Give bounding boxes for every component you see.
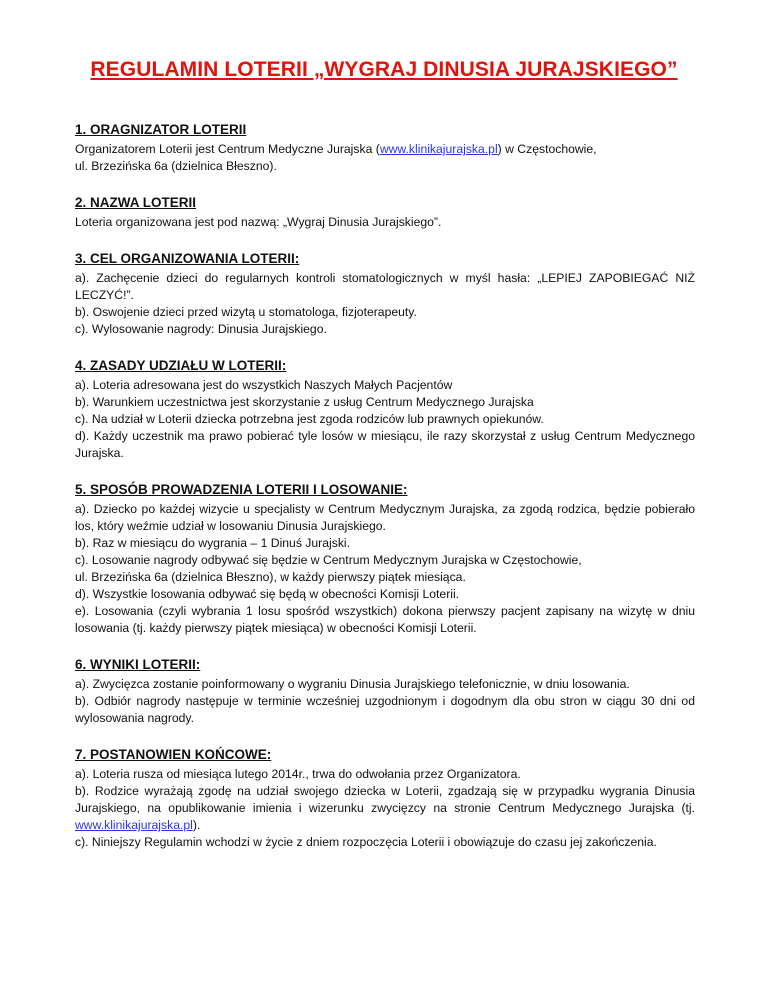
section-final-provisions — [75, 745, 695, 851]
list-item: a). Dziecko po każdej wizycie u specjalisty w Centrum Medycznym Jurajska, za zgodą rodzica, będzie pobierało los, który weźmie udział w losowaniu Dinusia Jurajskiego. — [75, 502, 695, 533]
paragraph: Loteria organizowana jest pod nazwą: „Wygraj Dinusia Jurajskiego”. — [75, 215, 442, 229]
section-heading: 6. WYNIKI LOTERII: — [75, 657, 201, 672]
list-item: a). Loteria adresowana jest do wszystkich Naszych Małych Pacjentów — [75, 378, 453, 392]
list-item: c). Wylosowanie nagrody: Dinusia Jurajskiego. — [75, 322, 327, 336]
list-item: a). Zachęcenie dzieci do regularnych kontroli stomatologicznych w myśl hasła: „LEPIEJ ZAPOBIEGAĆ NIŻ LECZYĆ!”. — [75, 271, 695, 302]
section-heading: 3. CEL ORGANIZOWANIA LOTERII: — [75, 251, 300, 266]
text: Organizatorem Loterii jest Centrum Medyczne Jurajska ( — [75, 142, 380, 156]
list-item: b). Warunkiem uczestnictwa jest skorzystanie z usług Centrum Medycznego Jurajska — [75, 395, 534, 409]
text: b). Rodzice wyrażają zgodę na udział swojego dziecka w Loterii, zgadzają się w przypadku wygrania Dinusia Jurajskiego, na opublikowanie imienia i wizerunku zwycięzcy na stronie Centrum Medycznego Jurajska (tj. — [75, 784, 695, 815]
section-heading: 1. ORAGNIZATOR LOTERII — [75, 122, 247, 137]
document-body — [75, 120, 695, 869]
section-heading: 7. POSTANOWIEN KOŃCOWE: — [75, 747, 272, 762]
list-item: d). Każdy uczestnik ma prawo pobierać tyle losów w miesiącu, ile razy skorzystał z usług Centrum Medycznego Jurajska. — [75, 429, 695, 460]
text: ) w Częstochowie, — [497, 142, 597, 156]
section-results — [75, 655, 695, 727]
website-link[interactable]: www.klinikajurajska.pl — [75, 818, 193, 832]
paragraph — [75, 141, 695, 158]
page-title: REGULAMIN LOTERII „WYGRAJ DINUSIA JURAJSKIEGO” — [90, 58, 678, 81]
list-item: a). Zwycięzca zostanie poinformowany o wygraniu Dinusia Jurajskiego telefonicznie, w dniu losowania. — [75, 677, 630, 691]
section-heading: 4. ZASADY UDZIAŁU W LOTERII: — [75, 358, 287, 373]
section-name — [75, 193, 695, 231]
list-item: ul. Brzezińska 6a (dzielnica Błeszno), w każdy pierwszy piątek miesiąca. — [75, 570, 466, 584]
list-item: b). Odbiór nagrody następuje w terminie wcześniej uzgodnionym i dogodnym dla obu stron w ciągu 30 dni od wylosowania nagrody. — [75, 694, 695, 725]
list-item: c). Na udział w Loterii dziecka potrzebna jest zgoda rodziców lub prawnych opiekunów. — [75, 412, 544, 426]
list-item — [75, 783, 695, 834]
list-item: c). Niniejszy Regulamin wchodzi w życie z dniem rozpoczęcia Loterii i obowiązuje do czasu jej zakończenia. — [75, 835, 657, 849]
section-procedure — [75, 480, 695, 637]
list-item: d). Wszystkie losowania odbywać się będą w obecności Komisji Loterii. — [75, 587, 460, 601]
website-link[interactable]: www.klinikajurajska.pl — [379, 142, 498, 156]
paragraph: ul. Brzezińska 6a (dzielnica Błeszno). — [75, 159, 277, 173]
section-heading: 2. NAZWA LOTERII — [75, 195, 196, 210]
list-item: a). Loteria rusza od miesiąca lutego 2014r., trwa do odwołania przez Organizatora. — [75, 767, 521, 781]
section-purpose — [75, 249, 695, 338]
section-heading: 5. SPOSÓB PROWADZENIA LOTERII I LOSOWANIE: — [75, 482, 408, 497]
list-item: b). Oswojenie dzieci przed wizytą u stomatologa, fizjoterapeuty. — [75, 305, 417, 319]
text: ). — [192, 818, 201, 832]
section-rules — [75, 356, 695, 462]
list-item: b). Raz w miesiącu do wygrania – 1 Dinuś Jurajski. — [75, 536, 351, 550]
list-item: c). Losowanie nagrody odbywać się będzie w Centrum Medycznym Jurajska w Częstochowie, — [75, 553, 582, 567]
list-item: e). Losowania (czyli wybrania 1 losu spośród wszystkich) dokona pierwszy pacjent zapisany na wizytę w dniu losowania (tj. każdy pierwszy piątek miesiąca) w obecności Komisji Loterii. — [75, 604, 695, 635]
section-organizer — [75, 120, 695, 175]
